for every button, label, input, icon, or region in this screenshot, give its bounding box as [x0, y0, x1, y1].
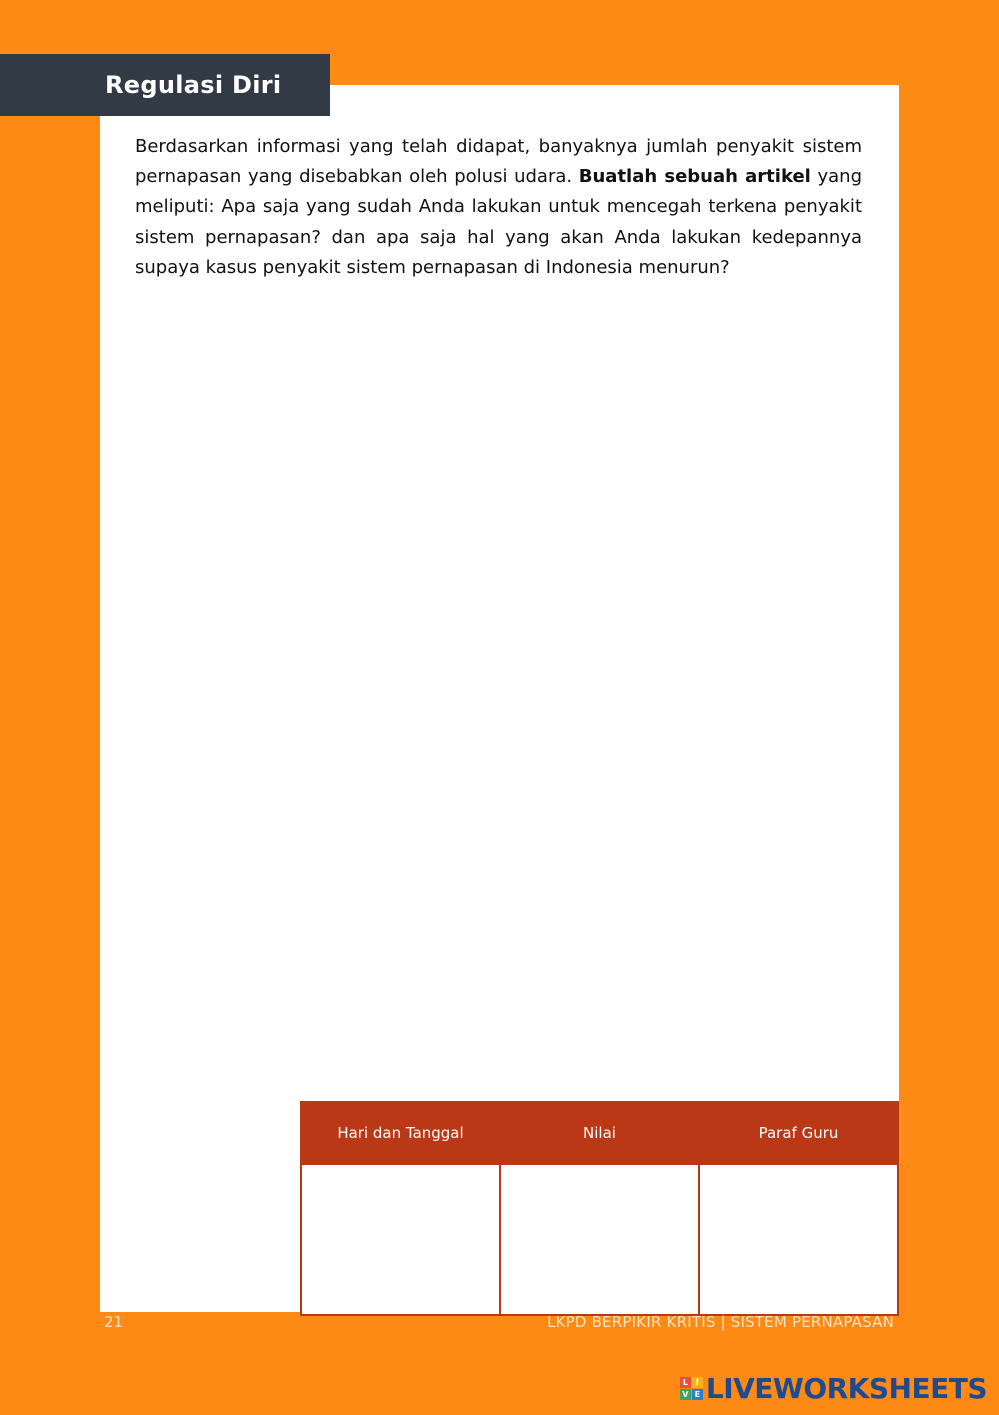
header-teacher-signature: Paraf Guru — [699, 1102, 898, 1164]
header-date: Hari dan Tanggal — [301, 1102, 500, 1164]
instruction-paragraph — [135, 132, 862, 283]
instruction-bold-text: Buatlah sebuah artikel — [578, 166, 811, 188]
section-title-tab — [0, 54, 330, 116]
grade-table — [300, 1101, 899, 1316]
section-title: Regulasi Diri — [105, 71, 282, 99]
liveworksheets-wordmark: LIVEWORKSHEETS — [705, 1372, 987, 1405]
liveworksheets-logo — [680, 1372, 987, 1405]
footer-title: LKPD BERPIKIR KRITIS | SISTEM PERNAPASAN — [547, 1313, 894, 1331]
signature-cell[interactable] — [699, 1164, 898, 1315]
page-number: 21 — [104, 1313, 124, 1331]
instruction-text-1: Berdasarkan informasi yang telah didapat, banyaknya jumlah penyakit sistem pernapasan yang disebabkan oleh polusi udara. — [135, 136, 862, 188]
score-cell[interactable] — [500, 1164, 699, 1315]
liveworksheets-icon: L I V E — [680, 1377, 703, 1400]
date-cell[interactable] — [301, 1164, 500, 1315]
header-score: Nilai — [500, 1102, 699, 1164]
instruction-text-2: yang meliputi: Apa saja yang sudah Anda lakukan untuk mencegah terkena penyakit sistem pernapasan? dan apa saja hal yang akan Anda lakukan kedepannya supaya kasus penyakit sistem pernapasan di Indonesia menurun? — [135, 166, 862, 278]
